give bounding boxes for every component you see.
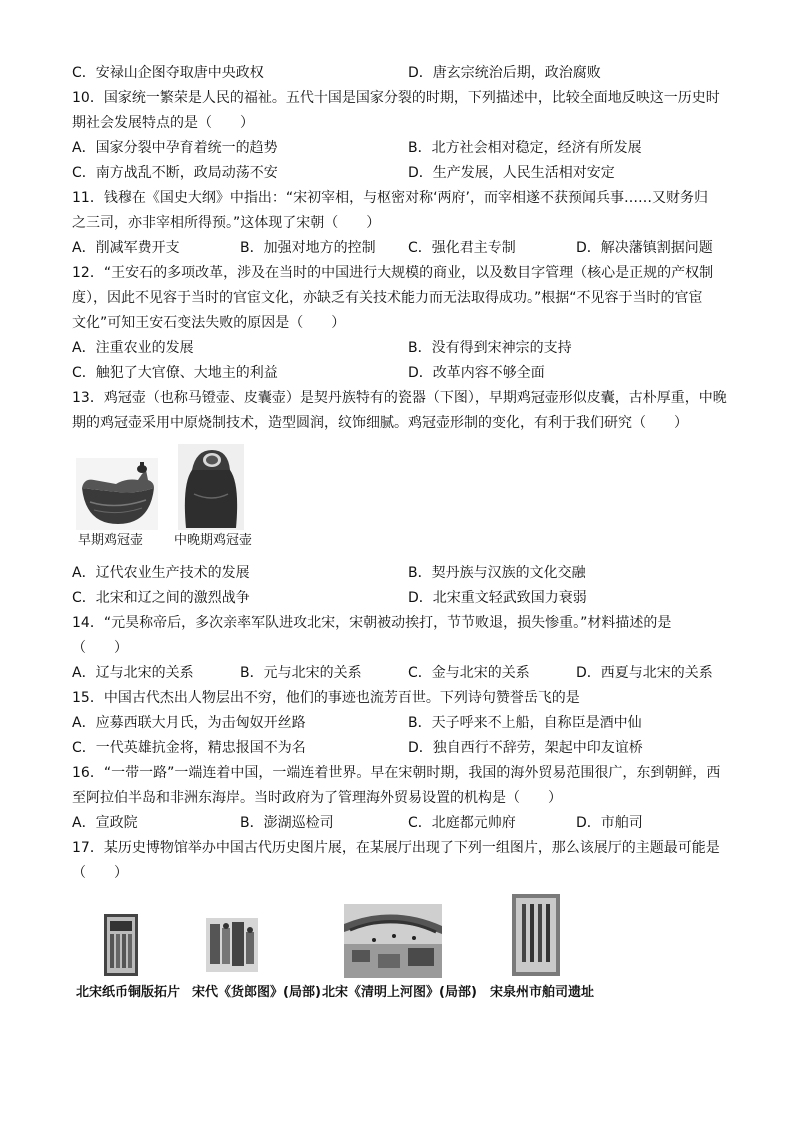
q13-option-b: B．契丹族与汉族的文化交融 xyxy=(408,565,586,581)
q11-stem-line1: 11．钱穆在《国史大纲》中指出：“宋初宰相，与枢密对称‘两府’，而宰相遂不获预闻兵事……又财务归 xyxy=(72,190,708,206)
q10-option-d: D．生产发展，人民生活相对安定 xyxy=(408,165,615,181)
q14-option-a: A．辽与北宋的关系 xyxy=(72,665,194,681)
q15-option-a: A．应募西联大月氏，为击匈奴开丝路 xyxy=(72,715,306,731)
caption-paper-money: 北宋纸币铜版拓片 xyxy=(76,985,181,1000)
caption-peddler: 宋代《货郎图》(局部) xyxy=(192,985,321,1000)
q10-option-b: B．北方社会相对稳定，经济有所发展 xyxy=(408,140,642,156)
q11-option-c: C．强化君主专制 xyxy=(408,240,516,256)
q13-option-a: A．辽代农业生产技术的发展 xyxy=(72,565,250,581)
q11-option-b: B．加强对地方的控制 xyxy=(240,240,376,256)
q14-option-c: C．金与北宋的关系 xyxy=(408,665,530,681)
q12-option-b: B．没有得到宋神宗的支持 xyxy=(408,340,572,356)
q12-stem-line2: 度），因此不见容于当时的官宦文化，亦缺乏有关技术能力而无法取得成功。”根据“不见容于当时的官宦 xyxy=(72,290,703,306)
q14-option-b: B．元与北宋的关系 xyxy=(240,665,362,681)
q17-stem-line1: 17．某历史博物馆举办中国古代历史图片展，在某展厅出现了下列一组图片，那么该展厅的主题最可能是 xyxy=(72,840,720,856)
q12-option-c: C．触犯了大官僚、大地主的利益 xyxy=(72,365,278,381)
q12-option-a: A．注重农业的发展 xyxy=(72,340,194,356)
peddler-painting-image xyxy=(206,918,258,972)
q14-stem-line1: 14．“元昊称帝后，多次亲率军队进攻北宋，宋朝被动挨打，节节败退，损失惨重。”材料描述的是 xyxy=(72,615,672,631)
q10-option-c: C．南方战乱不断，政局动荡不安 xyxy=(72,165,278,181)
paper-money-plate-rubbing-image xyxy=(104,914,138,976)
q11-option-a: A．削减军费开支 xyxy=(72,240,180,256)
q16-option-c: C．北庭都元帅府 xyxy=(408,815,516,831)
q13-option-c: C．北宋和辽之间的激烈战争 xyxy=(72,590,250,606)
q13-stem-line1: 13．鸡冠壶（也称马镫壶、皮囊壶）是契丹族特有的瓷器（下图），早期鸡冠壶形似皮囊，古朴厚重，中晚 xyxy=(72,390,727,406)
q15-option-d: D．独自西行不辞劳，架起中印友谊桥 xyxy=(408,740,643,756)
q15-stem: 15．中国古代杰出人物层出不穷，他们的事迹也流芳百世。下列诗句赞誉岳飞的是 xyxy=(72,690,580,706)
caption-quanzhou-site: 宋泉州市舶司遗址 xyxy=(490,985,595,1000)
q16-option-a: A．宣政院 xyxy=(72,815,138,831)
q16-option-d: D．市舶司 xyxy=(576,815,643,831)
caption-early-pot: 早期鸡冠壶 xyxy=(78,533,144,548)
q9-option-c: C．安禄山企图夺取唐中央政权 xyxy=(72,65,264,81)
q16-option-b: B．澎湖巡检司 xyxy=(240,815,334,831)
q14-stem-line2: （ ） xyxy=(72,640,128,656)
q9-option-d: D．唐玄宗统治后期，政治腐败 xyxy=(408,65,601,81)
q11-option-d: D．解决藩镇割据问题 xyxy=(576,240,713,256)
q16-stem-line2: 至阿拉伯半岛和非洲东海岸。当时政府为了管理海外贸易设置的机构是（ ） xyxy=(72,790,562,806)
caption-along-the-river: 北宋《清明上河图》(局部) xyxy=(322,985,477,1000)
q16-stem-line1: 16．“一带一路”一端连着中国，一端连着世界。早在宋朝时期，我国的海外贸易范围很广，东到朝鲜，西 xyxy=(72,765,721,781)
q10-option-a: A．国家分裂中孕育着统一的趋势 xyxy=(72,140,278,156)
q13-option-d: D．北宋重文轻武致国力衰弱 xyxy=(408,590,587,606)
q12-option-d: D．改革内容不够全面 xyxy=(408,365,545,381)
q14-option-d: D．西夏与北宋的关系 xyxy=(576,665,713,681)
caption-midlate-pot: 中晚期鸡冠壶 xyxy=(174,533,253,548)
q15-option-b: B．天子呼来不上船，自称臣是酒中仙 xyxy=(408,715,642,731)
q11-stem-line2: 之三司，亦非宰相所得预。”这体现了宋朝（ ） xyxy=(72,215,381,231)
early-cockscomb-pot-image xyxy=(76,458,158,530)
q12-stem-line1: 12．“王安石的多项改革，涉及在当时的中国进行大规模的商业，以及数目字管理（核心是正规的产权制 xyxy=(72,265,714,281)
q13-stem-line2: 期的鸡冠壶采用中原烧制技术，造型圆润，纹饰细腻。鸡冠壶形制的变化，有利于我们研究（ ） xyxy=(72,415,688,431)
q17-stem-line2: （ ） xyxy=(72,865,128,881)
quanzhou-shibosi-site-image xyxy=(512,894,560,976)
q10-stem-line2: 期社会发展特点的是（ ） xyxy=(72,115,254,131)
q12-stem-line3: 文化”可知王安石变法失败的原因是（ ） xyxy=(72,315,346,331)
q15-option-c: C．一代英雄抗金将，精忠报国不为名 xyxy=(72,740,306,756)
along-the-river-painting-image xyxy=(344,904,442,978)
q10-stem-line1: 10．国家统一繁荣是人民的福祉。五代十国是国家分裂的时期，下列描述中，比较全面地反映这一历史时 xyxy=(72,90,720,106)
midlate-cockscomb-pot-image xyxy=(178,444,244,530)
